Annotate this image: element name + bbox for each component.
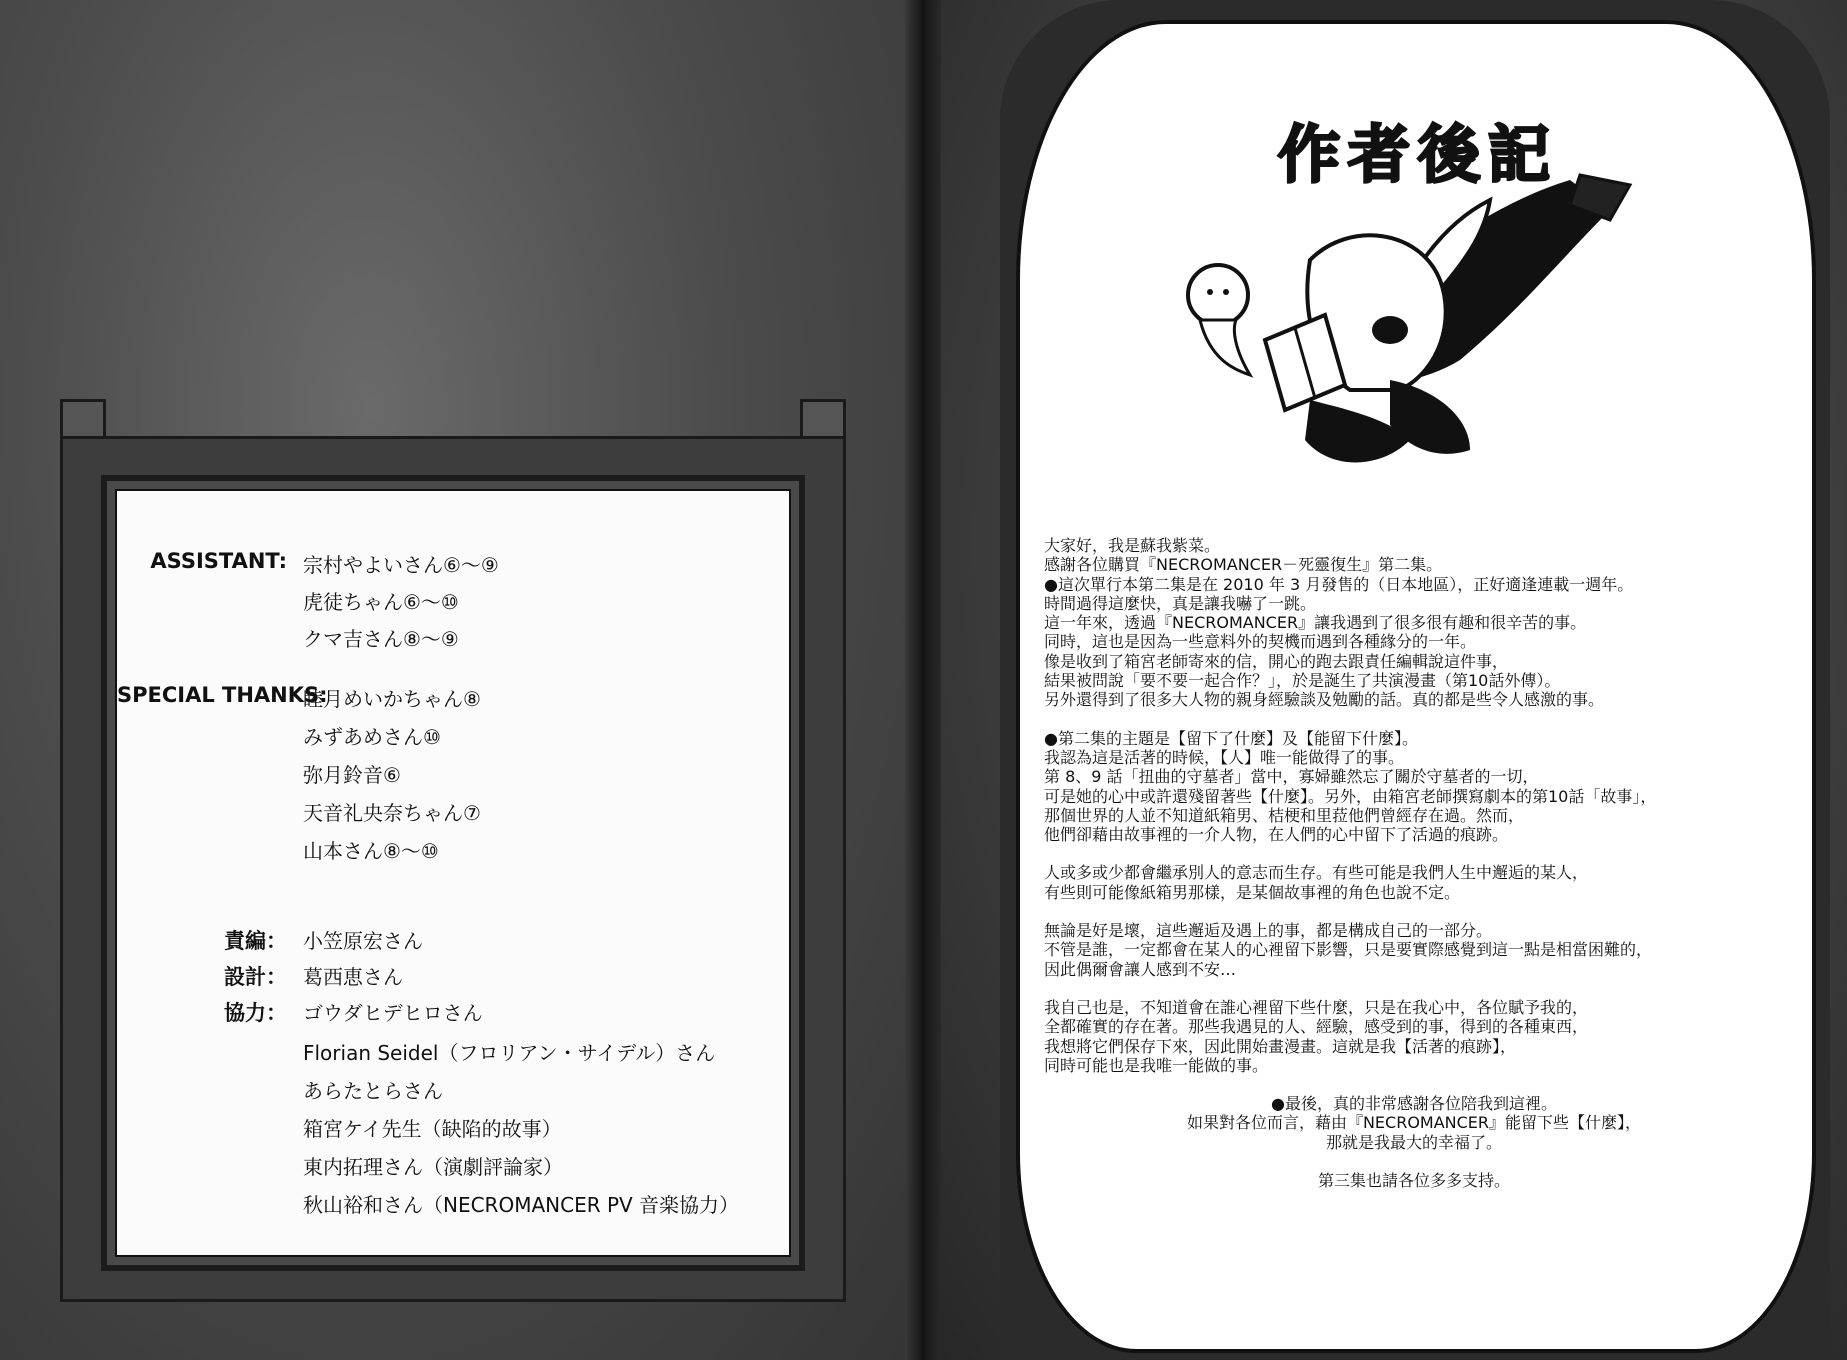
afterword-line: 有些則可能像紙箱男那樣，是某個故事裡的角色也說不定。 bbox=[1044, 882, 1461, 902]
credit-name: 弥月鈴音⑥ bbox=[303, 763, 401, 787]
afterword-body bbox=[1044, 536, 1784, 1190]
afterword-line: ●第二集的主題是【留下了什麼】及【能留下什麼】。 bbox=[1044, 728, 1418, 748]
credit-name: あらたとらさん bbox=[303, 1079, 443, 1103]
afterword-line: 我認為這是活著的時候，【人】唯一能做得了的事。 bbox=[1044, 747, 1405, 767]
credit-role: ASSISTANT: bbox=[150, 549, 287, 573]
afterword-line: ●這次單行本第二集是在 2010 年 3 月發售的（日本地區），正好適逢連載一週年。 bbox=[1044, 574, 1634, 594]
afterword-closing-line: 如果對各位而言，藉由『NECROMANCER』能留下些【什麼】， bbox=[1186, 1113, 1642, 1133]
credit-role: 協力： bbox=[224, 1001, 287, 1025]
chibi-character-illustration bbox=[1140, 170, 1640, 500]
afterword-line: 因此偶爾會讓人感到不安… bbox=[1044, 959, 1237, 979]
afterword-line: 人或多或少都會繼承別人的意志而生存。有些可能是我們人生中邂逅的某人， bbox=[1044, 863, 1589, 883]
afterword-line: 同時可能也是我唯一能做的事。 bbox=[1044, 1055, 1269, 1075]
afterword-line: 無論是好是壞，這些邂逅及遇上的事，都是構成自己的一部分。 bbox=[1044, 921, 1493, 941]
credit-name: 小笠原宏さん bbox=[303, 929, 423, 953]
credits-frame bbox=[60, 436, 846, 1302]
frame-corner-tab bbox=[800, 399, 846, 439]
credit-name: クマ吉さん⑧～⑨ bbox=[303, 627, 459, 651]
book-spine bbox=[905, 0, 941, 1360]
credit-name: 葛西恵さん bbox=[303, 965, 403, 989]
afterword-line: 這一年來，透過『NECROMANCER』讓我遇到了很多很有趣和很辛苦的事。 bbox=[1044, 613, 1587, 633]
afterword-line: 結果被問說「要不要一起合作？」，於是誕生了共演漫畫（第10話外傳）。 bbox=[1044, 671, 1561, 691]
afterword-line: 感謝各位購買『NECROMANCER－死靈復生』第二集。 bbox=[1044, 555, 1443, 575]
credit-name: 箱宮ケイ先生（缺陷的故事） bbox=[303, 1117, 562, 1141]
credits-frame-inner bbox=[101, 475, 805, 1271]
afterword-line: 另外還得到了很多大人物的親身經驗談及勉勵的話。真的都是些令人感激的事。 bbox=[1044, 690, 1605, 710]
credit-name: Florian Seidel（フロリアン・サイデル）さん bbox=[303, 1041, 716, 1065]
credit-name: 東内拓理さん（演劇評論家） bbox=[303, 1155, 563, 1179]
credit-name: 虎徒ちゃん⑥～⑩ bbox=[303, 590, 459, 614]
afterword-line: 那個世界的人並不知道紙箱男、桔梗和里菈他們曾經存在過。然而， bbox=[1044, 805, 1525, 825]
afterword-closing-line: 那就是我最大的幸福了。 bbox=[1325, 1132, 1502, 1152]
afterword-title: 作者後記 bbox=[1277, 118, 1558, 191]
afterword-line: 可是她的心中或許還殘留著些【什麼】。另外，由箱宮老師撰寫劇本的第10話「故事」， bbox=[1044, 786, 1657, 806]
afterword-line: 我想將它們保存下來，因此開始畫漫畫。這就是我【活著的痕跡】， bbox=[1044, 1036, 1517, 1056]
credit-role: 責編： bbox=[224, 929, 287, 953]
credit-name: 睦月めいかちゃん⑧ bbox=[303, 687, 481, 711]
afterword-line: 時間過得這麼快，真是讓我嚇了一跳。 bbox=[1044, 593, 1317, 613]
credit-role: 設計： bbox=[224, 965, 287, 989]
afterword-line: 全都確實的存在著。那些我遇見的人、經驗，感受到的事，得到的各種東西， bbox=[1044, 1017, 1589, 1037]
credit-name: ゴウダヒデヒロさん bbox=[303, 1001, 483, 1025]
afterword-final-line: 第三集也請各位多多支持。 bbox=[1317, 1171, 1510, 1191]
credit-role: SPECIAL THANKS: bbox=[117, 683, 328, 707]
frame-corner-tab bbox=[60, 399, 106, 439]
afterword-line: 同時，這也是因為一些意料外的契機而遇到各種緣分的一年。 bbox=[1044, 632, 1477, 652]
credit-name: 天音礼央奈ちゃん⑦ bbox=[303, 801, 481, 825]
afterword-closing-line: ●最後，真的非常感謝各位陪我到這裡。 bbox=[1271, 1094, 1557, 1114]
credit-name: 山本さん⑧～⑩ bbox=[303, 839, 439, 863]
afterword-line: 他們卻藉由故事裡的一介人物，在人們的心中留下了活過的痕跡。 bbox=[1044, 825, 1509, 845]
afterword-line: 大家好，我是蘇我紫菜。 bbox=[1044, 536, 1221, 555]
credits-card bbox=[115, 489, 791, 1257]
afterword-line: 我自己也是，不知道會在誰心裡留下些什麼，只是在我心中，各位賦予我的， bbox=[1044, 997, 1589, 1017]
credit-name: 宗村やよいさん⑥～⑨ bbox=[303, 553, 499, 577]
credit-name: 秋山裕和さん（NECROMANCER PV 音楽協力） bbox=[303, 1193, 740, 1217]
afterword-line: 像是收到了箱宮老師寄來的信，開心的跑去跟責任編輯說這件事， bbox=[1044, 651, 1509, 671]
afterword-line: 第 8、9 話「扭曲的守墓者」當中，寡婦雖然忘了關於守墓者的一切， bbox=[1044, 767, 1539, 787]
credit-name: みずあめさん⑩ bbox=[303, 725, 441, 749]
afterword-line: 不管是誰，一定都會在某人的心裡留下影響，只是要實際感覺到這一點是相當困難的， bbox=[1044, 940, 1653, 960]
